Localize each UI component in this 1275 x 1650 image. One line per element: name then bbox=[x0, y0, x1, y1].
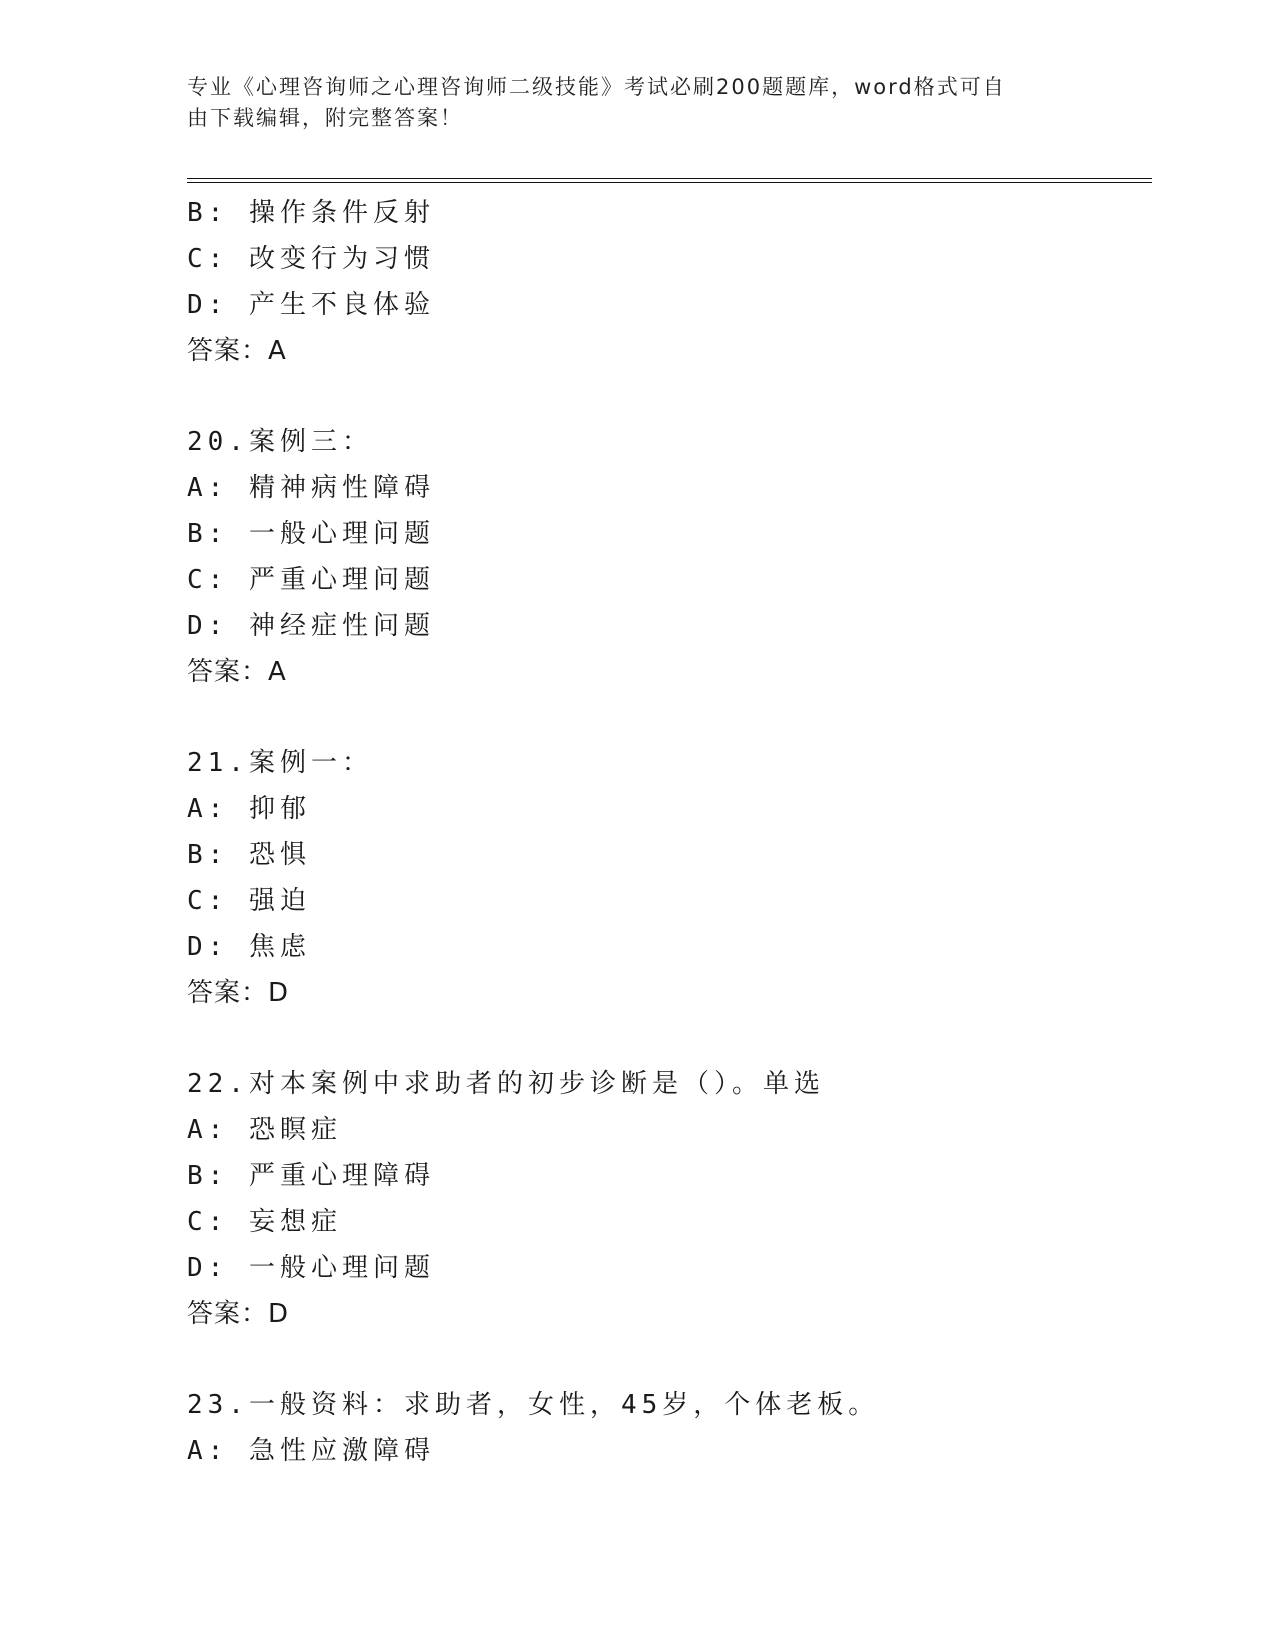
option-c: C: 严重心理问题 bbox=[187, 565, 435, 595]
option-c: C: 强迫 bbox=[187, 886, 311, 916]
question-stem: 22.对本案例中求助者的初步诊断是（）。单选 bbox=[187, 1069, 825, 1099]
question-20 bbox=[187, 419, 1147, 695]
spacer bbox=[187, 695, 1147, 740]
option-b: B: 严重心理障碍 bbox=[187, 1161, 435, 1191]
answer-line: 答案：A bbox=[187, 657, 287, 687]
answer-line: 答案：D bbox=[187, 1299, 290, 1329]
answer-line: 答案：A bbox=[187, 336, 287, 366]
question-22 bbox=[187, 1061, 1147, 1337]
question-stem: 23.一般资料：求助者，女性，45岁，个体老板。 bbox=[187, 1390, 880, 1420]
question-stem: 21.案例一： bbox=[187, 748, 373, 778]
option-c: C: 改变行为习惯 bbox=[187, 244, 435, 274]
question-stem: 20.案例三： bbox=[187, 427, 373, 457]
option-b: B: 一般心理问题 bbox=[187, 519, 435, 549]
page-header bbox=[187, 72, 1087, 134]
spacer bbox=[187, 1337, 1147, 1382]
option-a: A: 急性应激障碍 bbox=[187, 1436, 435, 1466]
question-list bbox=[187, 190, 1147, 1474]
question-23 bbox=[187, 1382, 1147, 1474]
header-divider-bottom bbox=[187, 182, 1152, 183]
option-a: A: 抑郁 bbox=[187, 794, 311, 824]
header-line-2: 由下载编辑，附完整答案！ bbox=[187, 106, 463, 130]
spacer bbox=[187, 1016, 1147, 1061]
option-d: D: 一般心理问题 bbox=[187, 1253, 435, 1283]
header-divider-top bbox=[187, 178, 1152, 179]
option-a: A: 精神病性障碍 bbox=[187, 473, 435, 503]
option-c: C: 妄想症 bbox=[187, 1207, 342, 1237]
header-line-1: 专业《心理咨询师之心理咨询师二级技能》考试必刷200题题库，word格式可自 bbox=[187, 75, 1006, 99]
question-21 bbox=[187, 740, 1147, 1016]
option-b: B: 操作条件反射 bbox=[187, 198, 435, 228]
option-d: D: 神经症性问题 bbox=[187, 611, 435, 641]
option-b: B: 恐惧 bbox=[187, 840, 311, 870]
option-a: A: 恐瞑症 bbox=[187, 1115, 342, 1145]
option-d: D: 产生不良体验 bbox=[187, 290, 435, 320]
option-d: D: 焦虑 bbox=[187, 932, 311, 962]
spacer bbox=[187, 374, 1147, 419]
answer-line: 答案：D bbox=[187, 978, 290, 1008]
prev-question-block bbox=[187, 190, 1147, 374]
